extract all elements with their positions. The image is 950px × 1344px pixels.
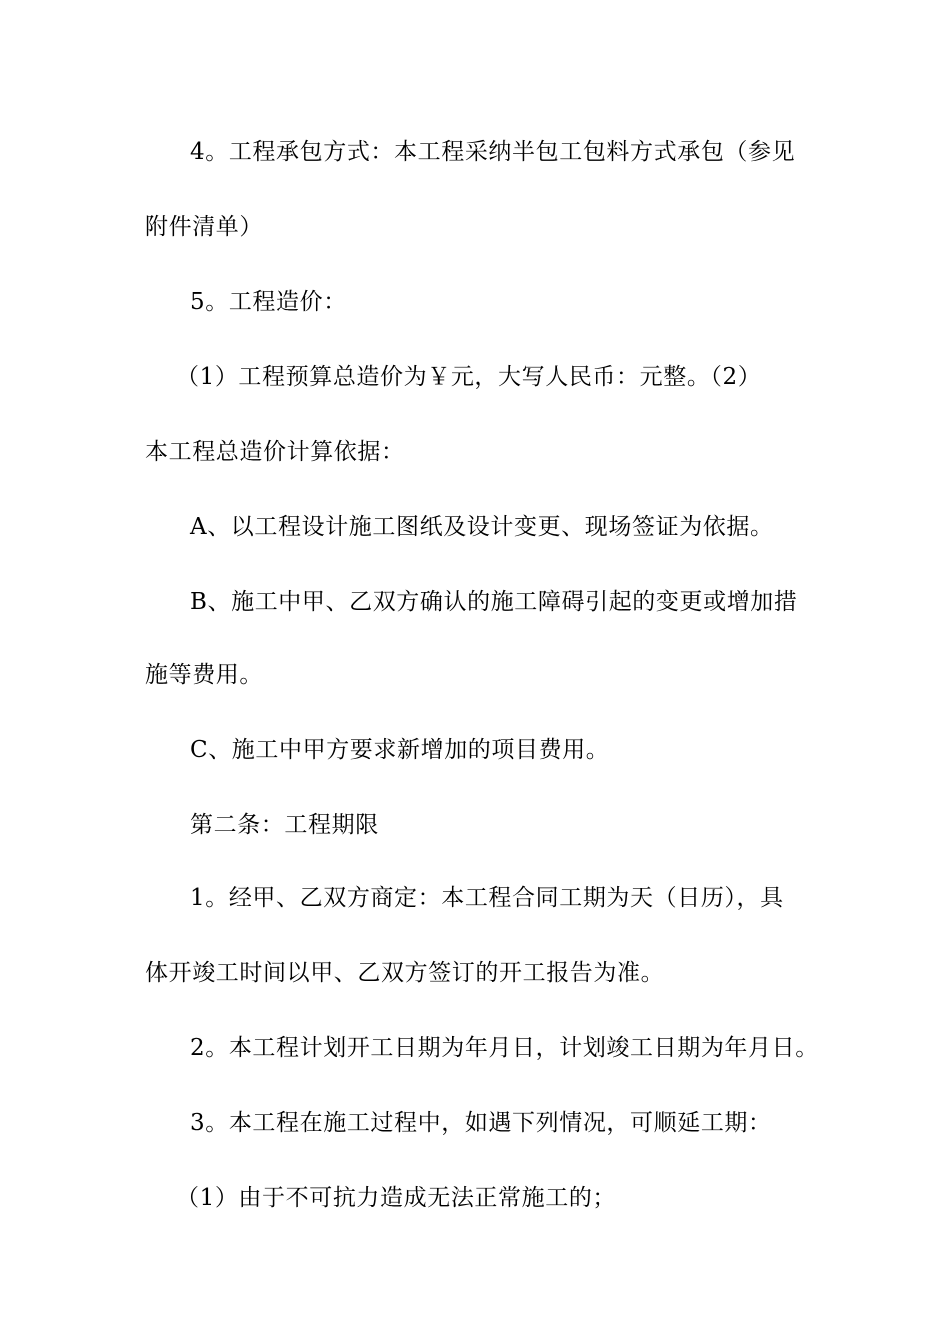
section-heading: 第二条：工程期限 xyxy=(190,812,379,838)
paragraph-line: 2。本工程计划开工日期为年月日，计划竣工日期为年月日。 xyxy=(190,1035,819,1061)
paragraph-line: A、以工程设计施工图纸及设计变更、现场签证为依据。 xyxy=(190,514,774,540)
paragraph-line: 施等费用。 xyxy=(145,662,263,688)
paragraph-line: 1。经甲、乙双方商定：本工程合同工期为天（日历），具 xyxy=(190,885,784,911)
paragraph-line: 体开竣工时间以甲、乙双方签订的开工报告为准。 xyxy=(145,960,665,986)
paragraph-line: 4。工程承包方式：本工程采纳半包工包料方式承包（参见 xyxy=(190,139,796,165)
paragraph-line: 5。工程造价： xyxy=(190,289,347,315)
paragraph-line: 附件清单） xyxy=(145,214,263,240)
paragraph-line: B、施工中甲、乙双方确认的施工障碍引起的变更或增加措 xyxy=(190,589,798,615)
paragraph-line: C、施工中甲方要求新增加的项目费用。 xyxy=(190,737,610,763)
paragraph-line: （1）由于不可抗力造成无法正常施工的； xyxy=(176,1185,617,1211)
paragraph-line: 3。本工程在施工过程中，如遇下列情况，可顺延工期： xyxy=(190,1110,772,1136)
paragraph-line: （1）工程预算总造价为￥元，大写人民币：元整。（2） xyxy=(176,364,762,390)
paragraph-line: 本工程总造价计算依据： xyxy=(145,439,405,465)
